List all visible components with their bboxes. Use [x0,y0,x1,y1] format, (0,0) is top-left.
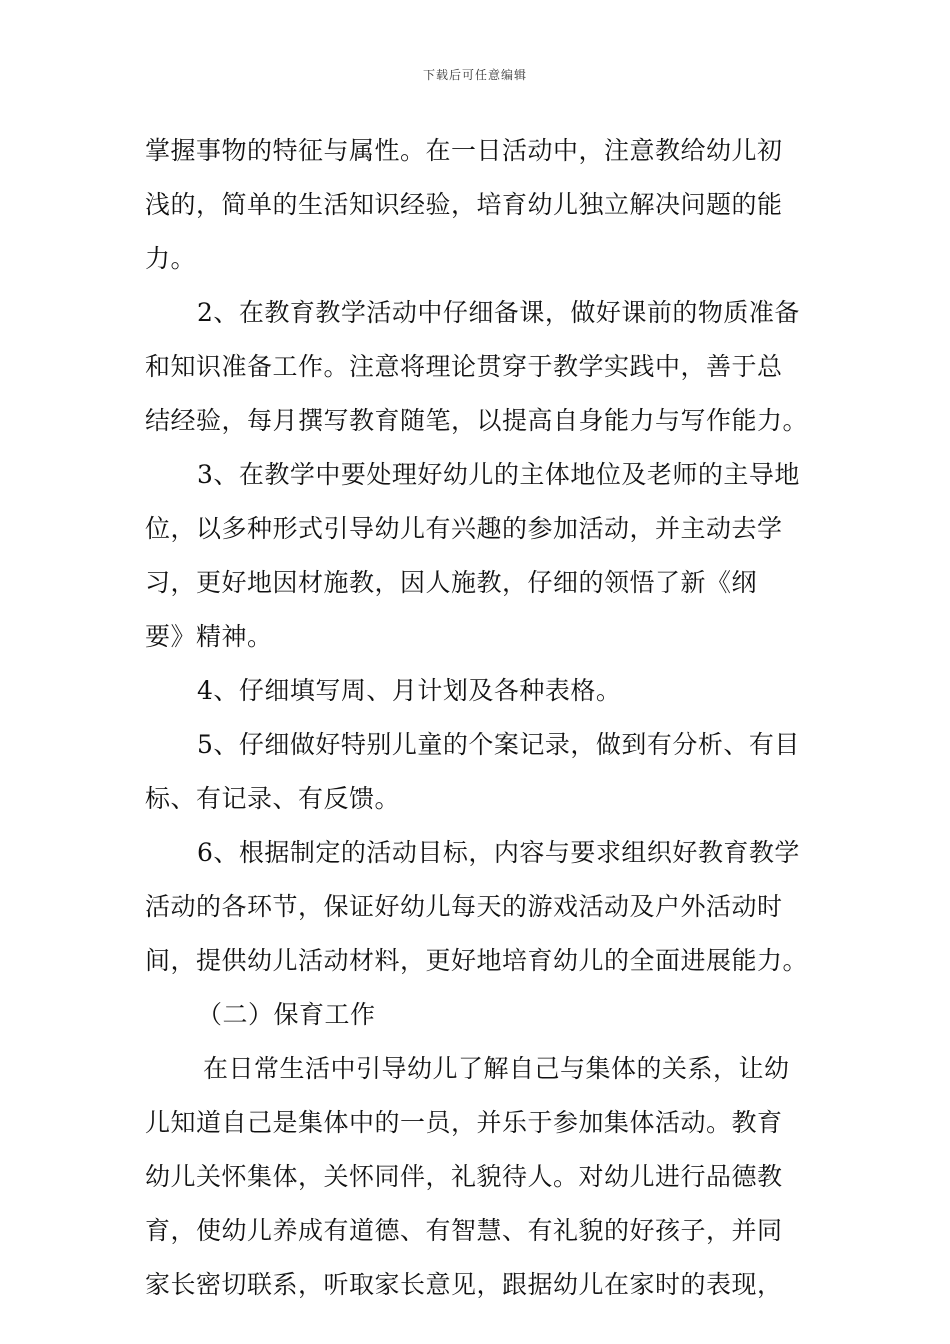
text-line: 掌握事物的特征与属性。在一日活动中，注意教给幼儿初 [145,136,783,165]
page-header: 下载后可任意编辑 [422,68,527,82]
section-heading: （二）保育工作 [197,1000,376,1029]
text-line: 浅的，简单的生活知识经验，培育幼儿独立解决问题的能 [145,190,783,219]
text-line: 家长密切联系，听取家长意见，跟据幼儿在家时的表现， [145,1270,783,1299]
document-body [145,124,810,1312]
text-line: 标、有记录、有反馈。 [145,784,401,813]
text-line: 习，更好地因材施教，因人施教，仔细的领悟了新《纲 [145,568,758,597]
text-line: 和知识准备工作。注意将理论贯穿于教学实践中，善于总 [145,352,783,381]
text-line: 位，以多种形式引导幼儿有兴趣的参加活动，并主动去学 [145,514,783,543]
text-line: 6、根据制定的活动目标，内容与要求组织好教育教学 [197,838,800,867]
text-line: 儿知道自己是集体中的一员，并乐于参加集体活动。教育 [145,1108,783,1137]
text-line: 5、仔细做好特别儿童的个案记录，做到有分析、有目 [197,730,800,759]
text-line: 结经验，每月撰写教育随笔，以提高自身能力与写作能力。 [145,406,809,435]
text-line: 4、仔细填写周、月计划及各种表格。 [197,676,622,705]
text-line: 幼儿关怀集体，关怀同伴，礼貌待人。对幼儿进行品德教 [145,1162,783,1191]
text-line: 力。 [145,244,197,273]
text-line: 要》精神。 [145,622,273,651]
text-line: 活动的各环节，保证好幼儿每天的游戏活动及户外活动时 [145,892,783,921]
text-line: 育，使幼儿养成有道德、有智慧、有礼貌的好孩子，并同 [145,1216,783,1245]
text-line: 3、在教学中要处理好幼儿的主体地位及老师的主导地 [197,460,800,489]
text-line: 间，提供幼儿活动材料，更好地培育幼儿的全面进展能力。 [145,946,809,975]
text-line: 在日常生活中引导幼儿了解自己与集体的关系，让幼 [203,1054,790,1083]
text-line: 2、在教育教学活动中仔细备课，做好课前的物质准备 [197,298,800,327]
